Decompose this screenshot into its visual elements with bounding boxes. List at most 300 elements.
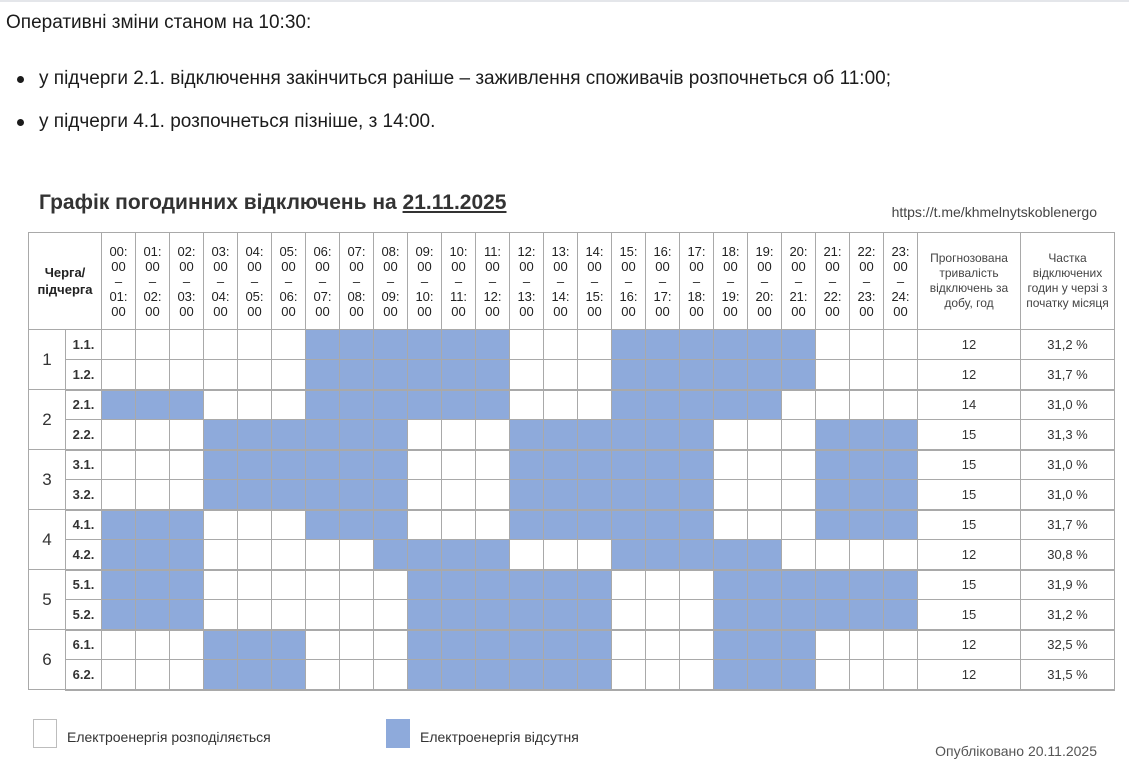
hour-label-part: 00 (451, 303, 466, 319)
hour-label-part: 00 (315, 303, 330, 319)
hour-label-part: 00 (825, 303, 840, 319)
hour-label-part: 00 (859, 303, 874, 319)
hour-cell-outage (714, 600, 748, 630)
hour-cell-outage (272, 660, 306, 690)
hour-cell-power (272, 510, 306, 540)
hour-cell-outage (850, 420, 884, 450)
hour-label-part: – (692, 273, 701, 289)
hour-cell-outage (578, 420, 612, 450)
hour-cell-outage (136, 390, 170, 420)
hour-cell-outage (374, 420, 408, 450)
subqueue-label: 5.1. (66, 570, 102, 600)
hour-label-part: – (250, 273, 259, 289)
hour-cell-outage (578, 450, 612, 480)
hour-cell-outage (102, 390, 136, 420)
hour-cell-outage (510, 660, 544, 690)
hour-label-part: 00 (247, 303, 262, 319)
hour-label-part: 23: (857, 288, 876, 304)
hour-label-part: 00 (417, 258, 432, 274)
table-row (29, 420, 1115, 450)
hour-cell-outage (510, 600, 544, 630)
hour-label-part: 13: (551, 243, 570, 259)
hour-column-header (102, 233, 136, 330)
hour-cell-power (748, 450, 782, 480)
hour-label-part: – (114, 273, 123, 289)
hour-cell-power (884, 660, 918, 690)
hour-cell-power (102, 330, 136, 360)
hour-label-part: – (386, 273, 395, 289)
hour-label-part: 00 (791, 303, 806, 319)
queue-header-line2: підчерга (37, 282, 93, 297)
hour-label-part: 00 (893, 258, 908, 274)
hour-cell-outage (578, 630, 612, 660)
hour-cell-outage (408, 600, 442, 630)
telegram-link[interactable]: https://t.me/khmelnytskoblenergo (891, 204, 1097, 220)
hour-cell-power (646, 660, 680, 690)
hour-cell-outage (646, 480, 680, 510)
hour-cell-power (136, 330, 170, 360)
hour-column-header (612, 233, 646, 330)
legend-label-power-on: Електроенергія розподіляється (67, 729, 271, 745)
hour-label-part: 16: (653, 243, 672, 259)
hour-cell-outage (782, 600, 816, 630)
hour-label-part: – (454, 273, 463, 289)
hour-cell-outage (272, 630, 306, 660)
hour-cell-power (136, 360, 170, 390)
hour-column-header (136, 233, 170, 330)
hour-cell-outage (306, 420, 340, 450)
hour-cell-outage (476, 540, 510, 570)
hour-cell-outage (714, 330, 748, 360)
hour-cell-outage (238, 450, 272, 480)
changes-list (0, 64, 891, 150)
hour-column-header (646, 233, 680, 330)
hour-cell-power (136, 630, 170, 660)
hour-label-part: 00: (109, 243, 128, 259)
hour-column-header (204, 233, 238, 330)
hour-cell-outage (408, 330, 442, 360)
hour-cell-power (238, 600, 272, 630)
hour-cell-outage (680, 450, 714, 480)
hour-label-part: 11: (449, 288, 468, 304)
hour-cell-outage (170, 540, 204, 570)
hour-label-part: 21: (823, 243, 842, 259)
hour-cell-power (714, 450, 748, 480)
hour-column-header (850, 233, 884, 330)
hour-cell-power (782, 540, 816, 570)
hour-cell-power (238, 510, 272, 540)
hour-cell-outage (340, 390, 374, 420)
hour-cell-outage (544, 480, 578, 510)
queue-label: 6 (29, 630, 66, 690)
hour-cell-outage (680, 390, 714, 420)
hour-cell-power (612, 570, 646, 600)
hour-cell-power (442, 450, 476, 480)
hour-cell-outage (748, 660, 782, 690)
queue-label: 3 (29, 450, 66, 510)
hour-cell-outage (476, 630, 510, 660)
hour-label-part: 03: (211, 243, 230, 259)
hour-label-part: 00 (179, 303, 194, 319)
hour-cell-power (884, 390, 918, 420)
hour-label-part: 00 (247, 258, 262, 274)
queue-label: 2 (29, 390, 66, 450)
hour-cell-power (374, 600, 408, 630)
hour-column-header (578, 233, 612, 330)
hour-cell-outage (340, 450, 374, 480)
hour-cell-power (170, 660, 204, 690)
hour-cell-power (850, 330, 884, 360)
hour-label-part: 00 (485, 258, 500, 274)
hour-cell-power (544, 390, 578, 420)
hour-label-part: 06: (313, 243, 332, 259)
hour-label-part: 14: (551, 288, 570, 304)
hour-cell-outage (204, 420, 238, 450)
hour-cell-power (170, 480, 204, 510)
share-column-header: Частка відключених годин у черзі з початку місяця (1021, 233, 1115, 330)
hour-cell-power (238, 330, 272, 360)
hour-cell-outage (306, 330, 340, 360)
hour-label-part: 00 (383, 303, 398, 319)
hour-cell-outage (646, 330, 680, 360)
hour-cell-power (374, 660, 408, 690)
hour-cell-power (782, 390, 816, 420)
hour-cell-power (136, 660, 170, 690)
hour-cell-outage (510, 630, 544, 660)
hour-label-part: 08: (347, 288, 366, 304)
hour-label-part: 05: (279, 243, 298, 259)
hour-cell-power (748, 480, 782, 510)
hour-cell-outage (714, 390, 748, 420)
hour-cell-power (272, 600, 306, 630)
hour-label-part: 00 (451, 258, 466, 274)
hour-label-part: 12: (483, 288, 502, 304)
hour-label-part: 00 (485, 303, 500, 319)
hour-column-header (782, 233, 816, 330)
hour-column-header (476, 233, 510, 330)
hour-cell-outage (340, 360, 374, 390)
hour-column-header (510, 233, 544, 330)
hour-cell-power (680, 630, 714, 660)
subqueue-label: 4.1. (66, 510, 102, 540)
hour-cell-outage (204, 480, 238, 510)
hour-cell-power (204, 390, 238, 420)
hour-cell-outage (612, 450, 646, 480)
hour-cell-outage (102, 510, 136, 540)
hour-cell-outage (816, 420, 850, 450)
hour-column-header (748, 233, 782, 330)
queue-label: 5 (29, 570, 66, 630)
hour-cell-outage (714, 660, 748, 690)
duration-value: 12 (918, 540, 1021, 570)
subqueue-label: 3.1. (66, 450, 102, 480)
hour-label-part: 17: (687, 243, 706, 259)
hour-cell-outage (374, 330, 408, 360)
hour-label-part: 14: (585, 243, 604, 259)
hour-cell-outage (850, 570, 884, 600)
share-value: 31,2 % (1021, 600, 1115, 630)
hour-label-part: 22: (823, 288, 842, 304)
hour-cell-outage (782, 630, 816, 660)
hour-cell-outage (884, 480, 918, 510)
hour-cell-outage (816, 510, 850, 540)
hour-cell-outage (680, 360, 714, 390)
hour-cell-power (816, 540, 850, 570)
hour-cell-outage (272, 420, 306, 450)
hour-cell-outage (816, 600, 850, 630)
subqueue-label: 2.2. (66, 420, 102, 450)
hour-cell-power (442, 420, 476, 450)
hour-label-part: 00 (281, 258, 296, 274)
hour-label-part: 09: (415, 243, 434, 259)
hour-cell-power (748, 420, 782, 450)
share-value: 31,0 % (1021, 450, 1115, 480)
hour-cell-outage (238, 480, 272, 510)
hour-cell-outage (374, 540, 408, 570)
hour-cell-outage (510, 510, 544, 540)
schedule-date: 21.11.2025 (402, 191, 507, 214)
subqueue-label: 1.1. (66, 330, 102, 360)
hour-label-part: 00 (655, 258, 670, 274)
hour-cell-outage (544, 420, 578, 450)
hour-cell-outage (816, 480, 850, 510)
hour-column-header (408, 233, 442, 330)
hour-cell-power (272, 570, 306, 600)
hour-cell-outage (136, 540, 170, 570)
hour-cell-power (578, 330, 612, 360)
published-date: Опубліковано 20.11.2025 (935, 743, 1097, 759)
hour-cell-outage (340, 420, 374, 450)
hour-cell-outage (408, 660, 442, 690)
hour-cell-power (102, 360, 136, 390)
table-row (29, 630, 1115, 660)
share-value: 31,5 % (1021, 660, 1115, 690)
hour-label-part: 00 (315, 258, 330, 274)
share-value: 31,0 % (1021, 480, 1115, 510)
hour-cell-outage (476, 330, 510, 360)
hour-cell-power (272, 360, 306, 390)
hour-label-part: 00 (791, 258, 806, 274)
hour-cell-power (578, 540, 612, 570)
hour-cell-power (476, 450, 510, 480)
hour-cell-power (136, 480, 170, 510)
hour-label-part: 06: (279, 288, 298, 304)
hour-label-part: – (794, 273, 803, 289)
duration-value: 14 (918, 390, 1021, 420)
hour-cell-outage (612, 360, 646, 390)
schedule-title (39, 191, 507, 215)
hour-label-part: 17: (653, 288, 672, 304)
page-title: Оперативні зміни станом на 10:30: (6, 12, 312, 33)
hour-cell-outage (204, 450, 238, 480)
hour-cell-power (680, 660, 714, 690)
hour-cell-power (782, 510, 816, 540)
queue-header-line1: Черга/ (44, 265, 86, 280)
hour-cell-power (850, 660, 884, 690)
hour-label-part: 00 (689, 303, 704, 319)
hour-label-part: 00 (111, 303, 126, 319)
hour-label-part: 00 (179, 258, 194, 274)
hour-cell-power (476, 420, 510, 450)
queue-label: 1 (29, 330, 66, 390)
hour-cell-power (646, 600, 680, 630)
table-row (29, 360, 1115, 390)
hour-cell-power (170, 360, 204, 390)
hour-cell-power (544, 360, 578, 390)
hour-cell-power (272, 330, 306, 360)
hour-cell-power (170, 420, 204, 450)
hour-label-part: – (318, 273, 327, 289)
hour-cell-power (884, 330, 918, 360)
hour-cell-outage (748, 630, 782, 660)
hour-cell-outage (442, 330, 476, 360)
share-value: 31,9 % (1021, 570, 1115, 600)
hour-label-part: – (420, 273, 429, 289)
hour-cell-power (476, 510, 510, 540)
hour-label-part: 00 (213, 258, 228, 274)
hour-cell-outage (850, 510, 884, 540)
hour-cell-outage (170, 390, 204, 420)
hour-cell-outage (408, 360, 442, 390)
hour-cell-outage (102, 570, 136, 600)
hour-cell-outage (612, 540, 646, 570)
hour-cell-outage (782, 570, 816, 600)
hour-cell-outage (714, 630, 748, 660)
hour-cell-power (646, 630, 680, 660)
hour-label-part: 00 (621, 258, 636, 274)
hour-label-part: 04: (245, 243, 264, 259)
hour-label-part: 05: (245, 288, 264, 304)
duration-column-header: Прогнозована тривалість відключень за добу, год (918, 233, 1021, 330)
hour-cell-power (102, 450, 136, 480)
hour-cell-power (612, 630, 646, 660)
subqueue-label: 2.1. (66, 390, 102, 420)
hour-label-part: 00 (689, 258, 704, 274)
hour-cell-outage (272, 480, 306, 510)
duration-value: 15 (918, 480, 1021, 510)
hour-cell-power (612, 660, 646, 690)
hour-cell-outage (136, 510, 170, 540)
hour-cell-outage (340, 480, 374, 510)
hour-cell-power (408, 510, 442, 540)
hour-label-part: 00 (145, 303, 160, 319)
hour-cell-outage (646, 390, 680, 420)
hour-label-part: 13: (517, 288, 536, 304)
hour-label-part: 18: (721, 243, 740, 259)
hour-label-part: – (658, 273, 667, 289)
hour-cell-power (782, 450, 816, 480)
hour-label-part: 24: (891, 288, 910, 304)
hour-cell-outage (680, 510, 714, 540)
hour-cell-outage (816, 450, 850, 480)
list-item: у підчерги 2.1. відключення закінчиться раніше – заживлення споживачів розпочнеться об 11:00; (0, 64, 891, 107)
hour-cell-power (442, 480, 476, 510)
hour-cell-outage (374, 510, 408, 540)
hour-cell-outage (340, 510, 374, 540)
hour-cell-power (170, 450, 204, 480)
hour-cell-outage (442, 660, 476, 690)
hour-cell-power (408, 480, 442, 510)
hour-cell-outage (884, 450, 918, 480)
hour-column-header (714, 233, 748, 330)
hour-cell-outage (578, 480, 612, 510)
share-value: 31,7 % (1021, 360, 1115, 390)
hour-cell-outage (578, 570, 612, 600)
duration-value: 12 (918, 330, 1021, 360)
hour-cell-outage (374, 360, 408, 390)
hour-label-part: – (182, 273, 191, 289)
hour-label-part: 10: (449, 243, 468, 259)
hour-label-part: 00 (349, 258, 364, 274)
hour-label-part: 15: (619, 243, 638, 259)
hour-cell-outage (850, 600, 884, 630)
hour-cell-outage (238, 420, 272, 450)
hour-cell-outage (748, 600, 782, 630)
hour-cell-power (306, 540, 340, 570)
hour-label-part: 01: (143, 243, 162, 259)
hour-cell-power (544, 330, 578, 360)
duration-value: 12 (918, 660, 1021, 690)
hour-cell-outage (408, 630, 442, 660)
hour-cell-power (816, 330, 850, 360)
hour-cell-power (510, 330, 544, 360)
subqueue-label: 4.2. (66, 540, 102, 570)
top-divider (0, 0, 1129, 2)
hour-label-part: 00 (145, 258, 160, 274)
hour-cell-outage (680, 420, 714, 450)
hour-cell-outage (306, 450, 340, 480)
hour-cell-outage (272, 450, 306, 480)
hour-cell-power (102, 420, 136, 450)
duration-value: 15 (918, 570, 1021, 600)
hour-cell-outage (578, 510, 612, 540)
hour-label-part: – (522, 273, 531, 289)
hour-cell-outage (340, 330, 374, 360)
hour-cell-outage (646, 540, 680, 570)
hour-cell-power (476, 480, 510, 510)
hour-label-part: 20: (789, 243, 808, 259)
hour-column-header (340, 233, 374, 330)
hour-cell-power (340, 540, 374, 570)
share-value: 31,2 % (1021, 330, 1115, 360)
hour-label-part: 18: (687, 288, 706, 304)
hour-label-part: 00 (723, 258, 738, 274)
hour-cell-power (136, 420, 170, 450)
hour-label-part: 04: (211, 288, 230, 304)
hour-column-header (374, 233, 408, 330)
duration-value: 15 (918, 420, 1021, 450)
hour-cell-power (884, 360, 918, 390)
hour-cell-outage (884, 570, 918, 600)
hour-cell-power (204, 540, 238, 570)
hour-label-part: – (284, 273, 293, 289)
hour-cell-power (306, 600, 340, 630)
hour-cell-outage (408, 570, 442, 600)
hour-cell-outage (884, 600, 918, 630)
legend-label-power-off: Електроенергія відсутня (420, 729, 579, 745)
hour-cell-power (170, 630, 204, 660)
hour-cell-outage (544, 630, 578, 660)
hour-label-part: 07: (347, 243, 366, 259)
legend-swatch-power-off (386, 719, 410, 748)
hour-label-part: 07: (313, 288, 332, 304)
duration-value: 15 (918, 450, 1021, 480)
hour-label-part: 00 (349, 303, 364, 319)
hour-cell-power (510, 360, 544, 390)
hour-cell-outage (306, 510, 340, 540)
share-value: 32,5 % (1021, 630, 1115, 660)
hour-label-part: – (148, 273, 157, 289)
